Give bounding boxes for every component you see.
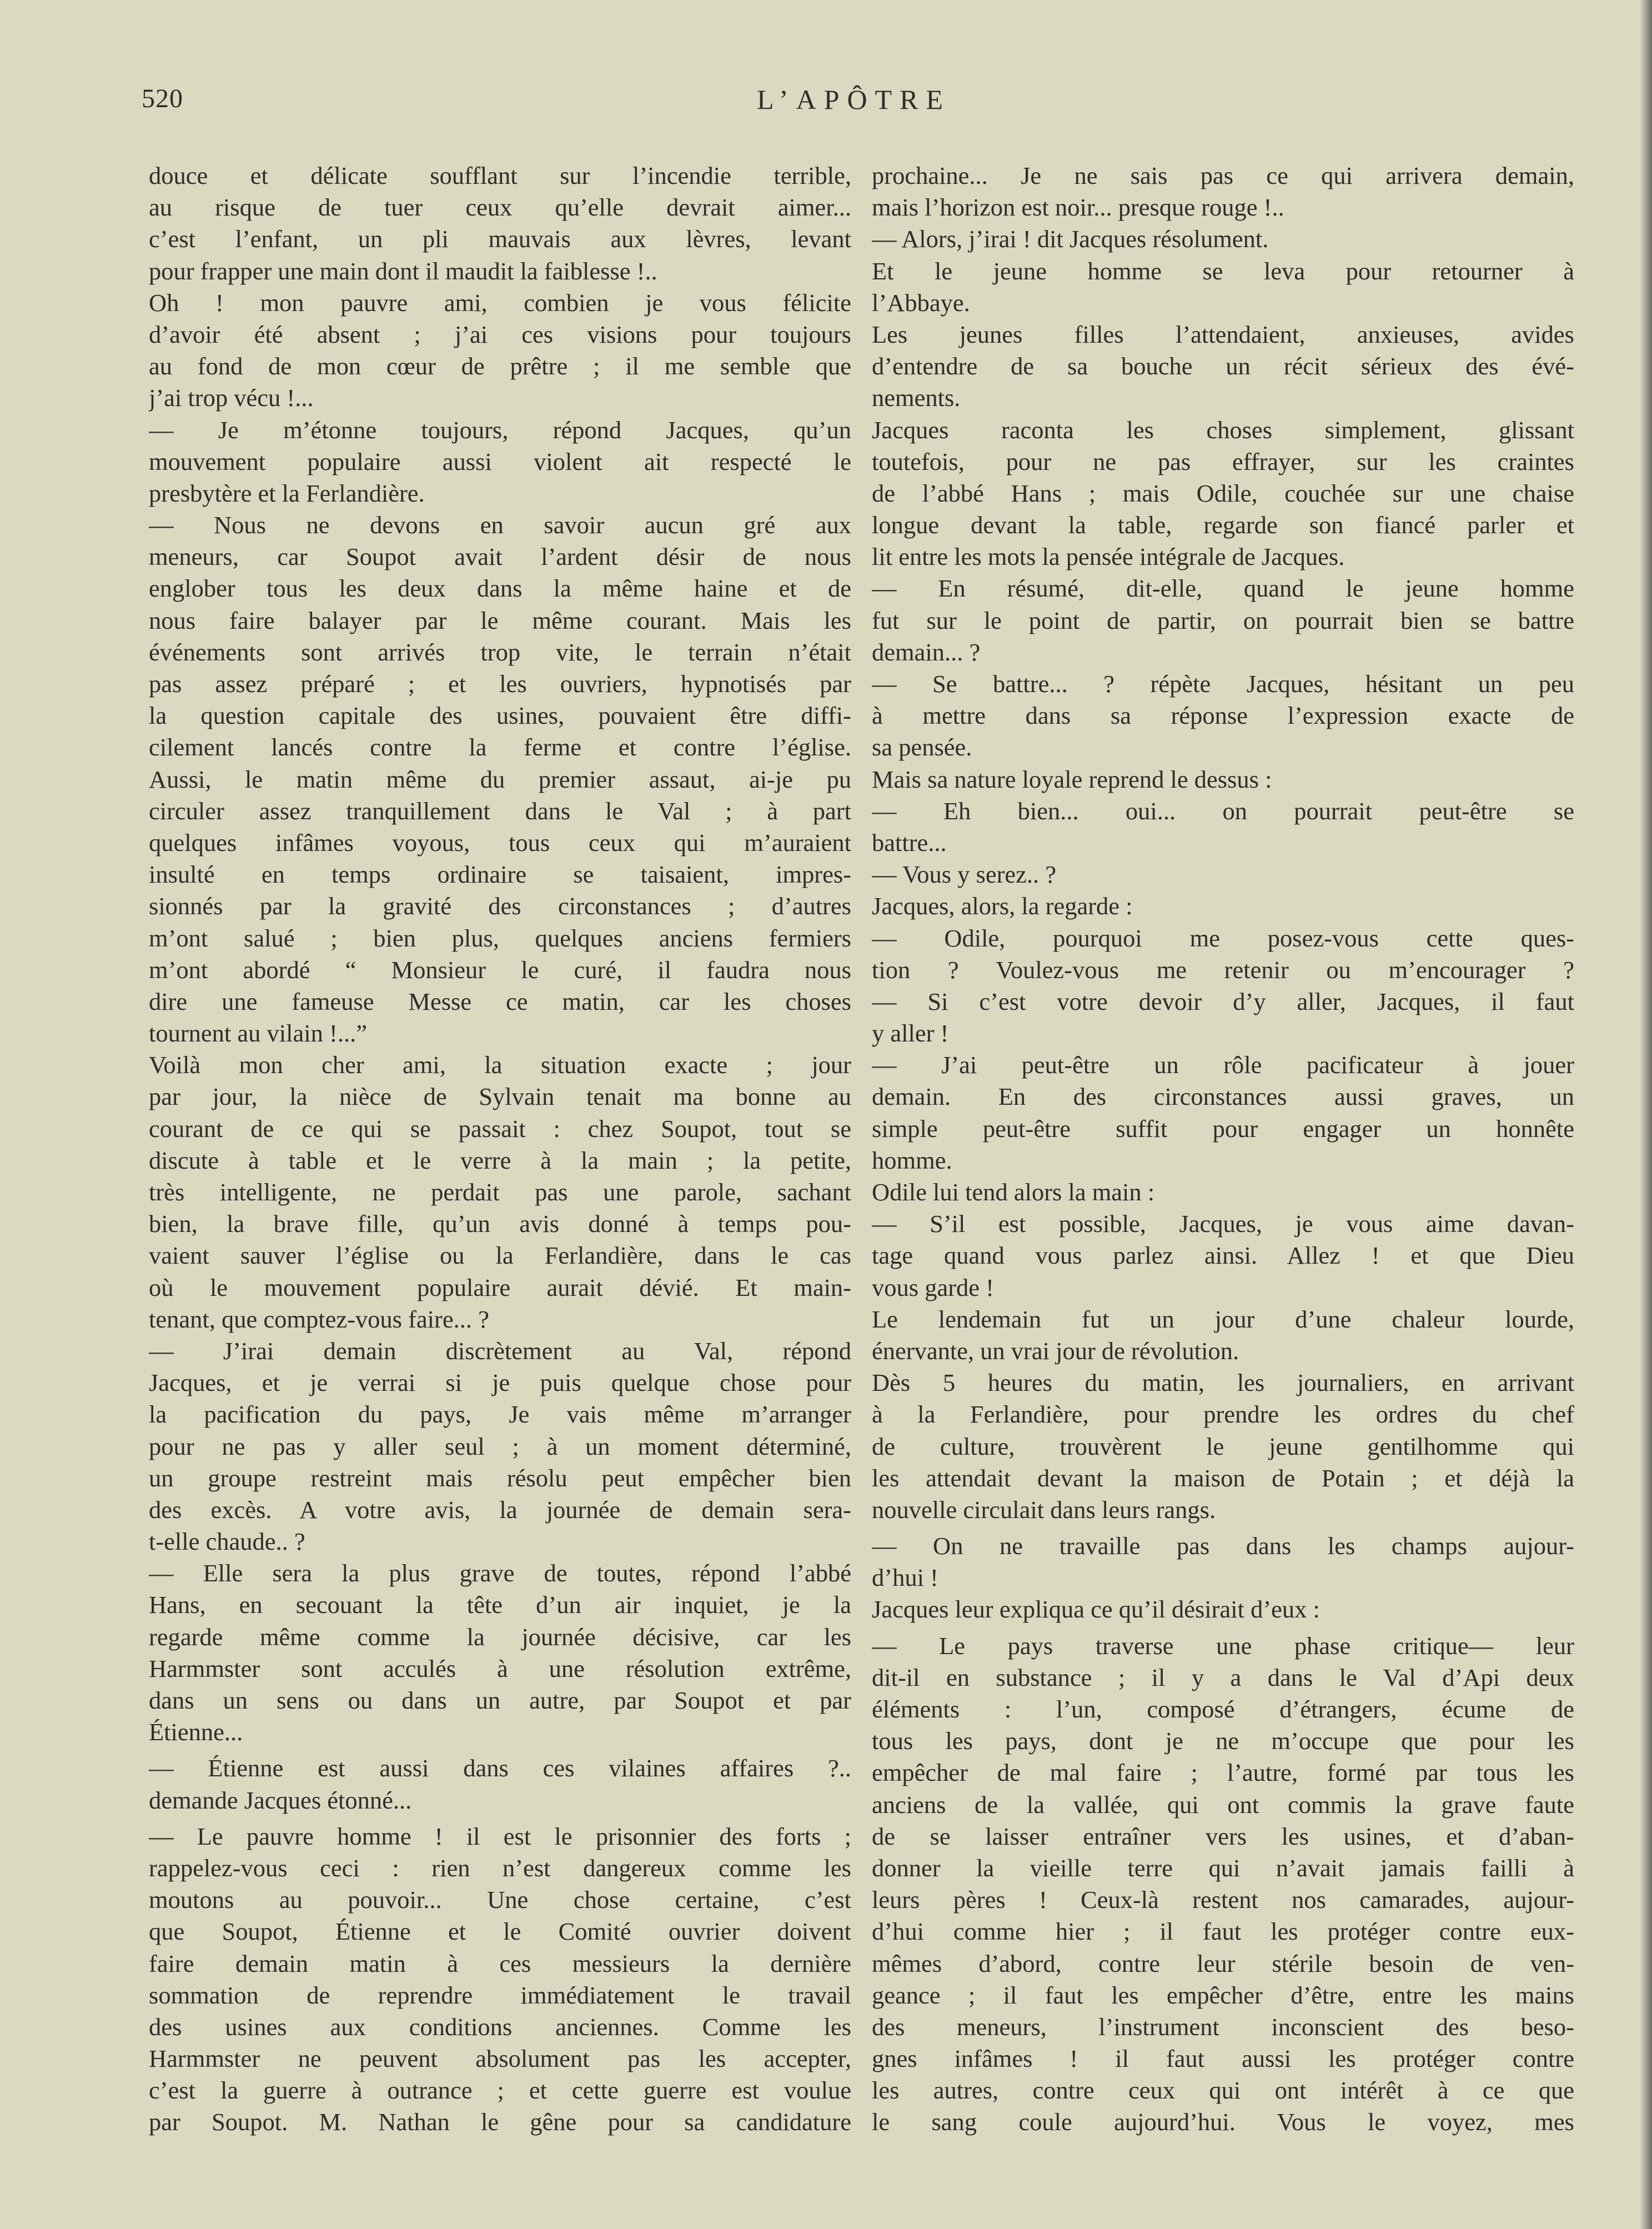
- text-line: Hans, en secouant la tête d’un air inquiet, je la: [149, 1591, 851, 1619]
- text-line: — En résumé, dit-elle, quand le jeune homme: [872, 574, 1574, 603]
- text-line: Le lendemain fut un jour d’une chaleur lourde,: [872, 1305, 1574, 1333]
- text-line: j’ai trop vécu !...: [149, 384, 314, 412]
- text-line: simple peut-être suffit pour engager un honnête: [872, 1114, 1574, 1143]
- text-line: tage quand vous parlez ainsi. Allez ! et que Dieu: [872, 1241, 1574, 1270]
- text-line: fut sur le point de partir, on pourrait bien se battre: [872, 606, 1574, 634]
- text-line: sionnés par la gravité des circonstances ; d’autres: [149, 892, 851, 920]
- text-line: tenant, que comptez-vous faire... ?: [149, 1305, 489, 1333]
- text-line: donner la vieille terre qui n’avait jamais failli à: [872, 1854, 1574, 1882]
- text-line: — Eh bien... oui... on pourrait peut-être se: [872, 797, 1574, 825]
- text-line: presbytère et la Ferlandière.: [149, 479, 425, 507]
- text-line: empêcher de mal faire ; l’autre, formé par tous les: [872, 1759, 1574, 1787]
- text-line: d’avoir été absent ; j’ai ces visions pour toujours: [149, 320, 851, 348]
- text-line: à mettre dans sa réponse l’expression exacte de: [872, 702, 1574, 730]
- text-line: rappelez-vous ceci : rien n’est dangereux comme les: [149, 1854, 851, 1882]
- text-line: Étienne...: [149, 1718, 243, 1746]
- text-line: — Si c’est votre devoir d’y aller, Jacques, il faut: [872, 987, 1574, 1015]
- text-line: — Odile, pourquoi me posez-vous cette ques-: [872, 924, 1574, 952]
- text-line: de l’abbé Hans ; mais Odile, couchée sur une chaise: [872, 479, 1574, 507]
- text-line: demain. En des circonstances aussi graves, un: [872, 1083, 1574, 1111]
- text-line: m’ont salué ; bien plus, quelques anciens fermiers: [149, 924, 851, 952]
- text-line: Odile lui tend alors la main :: [872, 1178, 1155, 1206]
- text-line: les autres, contre ceux qui ont intérêt à ce que: [872, 2076, 1574, 2105]
- text-line: sommation de reprendre immédiatement le travail: [149, 1981, 851, 2009]
- page-edge-shadow: [1640, 0, 1652, 2229]
- text-line: au risque de tuer ceux qu’elle devrait aimer...: [149, 193, 851, 222]
- text-line: Jacques, et je verrai si je puis quelque chose pour: [149, 1369, 851, 1397]
- text-line: — Se battre... ? répète Jacques, hésitant un peu: [872, 670, 1574, 698]
- text-line: — Alors, j’irai ! dit Jacques résolument.: [872, 225, 1269, 253]
- text-line: d’hui comme hier ; il faut les protéger contre eux-: [872, 1917, 1574, 1946]
- text-line: bien, la brave fille, qu’un avis donné à temps pou-: [149, 1210, 851, 1238]
- text-line: Jacques, alors, la regarde :: [872, 892, 1133, 920]
- text-line: mais l’horizon est noir... presque rouge !..: [872, 193, 1284, 222]
- text-line: — Elle sera la plus grave de toutes, répond l’abbé: [149, 1559, 851, 1587]
- text-line: tion ? Voulez-vous me retenir ou m’encourager ?: [872, 955, 1574, 984]
- text-line: Harmmster ne peuvent absolument pas les accepter,: [149, 2045, 851, 2073]
- text-line: cilement lancés contre la ferme et contre l’église.: [149, 733, 851, 762]
- text-line: battre...: [872, 828, 947, 856]
- text-line: des usines aux conditions anciennes. Comme les: [149, 2012, 851, 2041]
- text-line: — Le pauvre homme ! il est le prisonnier des forts ;: [149, 1822, 851, 1850]
- page-header: [142, 83, 1566, 128]
- text-line: c’est la guerre à outrance ; et cette guerre est voulue: [149, 2076, 851, 2105]
- text-line: meneurs, car Soupot avait l’ardent désir de nous: [149, 543, 851, 571]
- text-line: de culture, trouvèrent le jeune gentilhomme qui: [872, 1432, 1574, 1460]
- text-line: événements sont arrivés trop vite, le terrain n’était: [149, 638, 851, 666]
- text-line: vaient sauver l’église ou la Ferlandière, dans le cas: [149, 1241, 851, 1270]
- text-line: Jacques raconta les choses simplement, glissant: [872, 415, 1574, 444]
- text-line: nements.: [872, 384, 961, 412]
- text-line: des meneurs, l’instrument inconscient des beso-: [872, 2012, 1574, 2041]
- text-line: sa pensée.: [872, 733, 972, 762]
- text-line: des excès. A votre avis, la journée de demain sera-: [149, 1495, 851, 1524]
- text-line: — Je m’étonne toujours, répond Jacques, qu’un: [149, 415, 851, 444]
- text-line: d’entendre de sa bouche un récit sérieux des évé-: [872, 352, 1574, 380]
- text-line: tournent au vilain !...”: [149, 1019, 367, 1048]
- text-line: — J’irai demain discrètement au Val, répond: [149, 1336, 851, 1365]
- text-line: où le mouvement populaire aurait dévié. Et main-: [149, 1273, 851, 1301]
- text-line: Jacques leur expliqua ce qu’il désirait d’eux :: [872, 1595, 1320, 1624]
- text-line: dit-il en substance ; il y a dans le Val d’Api deux: [872, 1663, 1574, 1691]
- text-line: mouvement populaire aussi violent ait respecté le: [149, 447, 851, 475]
- text-line: Mais sa nature loyale reprend le dessus :: [872, 765, 1272, 793]
- text-line: vous garde !: [872, 1273, 994, 1301]
- text-line: homme.: [872, 1146, 952, 1174]
- text-line: tous les pays, dont je ne m’occupe que pour les: [872, 1727, 1574, 1755]
- text-line: lit entre les mots la pensée intégrale de Jacques.: [872, 543, 1345, 571]
- text-line: m’ont abordé “ Monsieur le curé, il faudra nous: [149, 955, 851, 984]
- text-line: geance ; il faut les empêcher d’être, entre les mains: [872, 1981, 1574, 2009]
- text-line: — J’ai peut-être un rôle pacificateur à jouer: [872, 1051, 1574, 1079]
- text-line: c’est l’enfant, un pli mauvais aux lèvres, levant: [149, 225, 851, 253]
- text-line: éléments : l’un, composé d’étrangers, écume de: [872, 1695, 1574, 1723]
- page-number: 520: [142, 84, 183, 113]
- text-line: insulté en temps ordinaire se taisaient, impres-: [149, 860, 851, 889]
- text-line: quelques infâmes voyous, tous ceux qui m’auraient: [149, 828, 851, 856]
- text-line: Dès 5 heures du matin, les journaliers, en arrivant: [872, 1369, 1574, 1397]
- text-line: au fond de mon cœur de prêtre ; il me semble que: [149, 352, 851, 380]
- text-line: pour frapper une main dont il maudit la faiblesse !..: [149, 257, 657, 285]
- text-line: par jour, la nièce de Sylvain tenait ma bonne au: [149, 1083, 851, 1111]
- text-line: moutons au pouvoir... Une chose certaine, c’est: [149, 1886, 851, 1914]
- text-line: Voilà mon cher ami, la situation exacte ; jour: [149, 1051, 851, 1079]
- text-line: douce et délicate soufflant sur l’incendie terrible,: [149, 162, 851, 189]
- text-line: la question capitale des usines, pouvaient être diffi-: [149, 702, 851, 730]
- text-line: Et le jeune homme se leva pour retourner à: [872, 257, 1574, 285]
- text-column-left: [149, 160, 851, 2138]
- text-line: Oh ! mon pauvre ami, combien je vous félicite: [149, 288, 851, 317]
- text-line: d’hui !: [872, 1564, 938, 1592]
- text-line: courant de ce qui se passait : chez Soupot, tout se: [149, 1114, 851, 1143]
- text-line: toutefois, pour ne pas effrayer, sur les craintes: [872, 447, 1574, 475]
- text-line: par Soupot. M. Nathan le gêne pour sa candidature: [149, 2108, 851, 2136]
- text-line: — Vous y serez.. ?: [872, 860, 1057, 889]
- text-line: dire une fameuse Messe ce matin, car les choses: [149, 987, 851, 1015]
- text-line: la pacification du pays, Je vais même m’arranger: [149, 1400, 851, 1429]
- text-line: les attendait devant la maison de Potain ; et déjà la: [872, 1464, 1574, 1492]
- text-line: longue devant la table, regarde son fiancé parler et: [872, 511, 1574, 539]
- text-line: anciens de la vallée, qui ont commis la grave faute: [872, 1790, 1574, 1819]
- text-line: à la Ferlandière, pour prendre les ordres du chef: [872, 1400, 1574, 1429]
- text-line: englober tous les deux dans la même haine et de: [149, 574, 851, 603]
- text-line: que Soupot, Étienne et le Comité ouvrier doivent: [149, 1917, 851, 1946]
- text-line: pas assez préparé ; et les ouvriers, hypnotisés par: [149, 670, 851, 698]
- text-line: mêmes d’abord, contre leur stérile besoin de ven-: [872, 1949, 1574, 1977]
- text-column-right: [872, 160, 1574, 2138]
- text-line: demande Jacques étonné...: [149, 1786, 412, 1814]
- text-line: regarde même comme la journée décisive, car les: [149, 1622, 851, 1651]
- text-line: faire demain matin à ces messieurs la dernière: [149, 1949, 851, 1977]
- text-line: Harmmster sont acculés à une résolution extrême,: [149, 1654, 851, 1682]
- text-line: — Nous ne devons en savoir aucun gré aux: [149, 511, 851, 539]
- text-line: — Étienne est aussi dans ces vilaines affaires ?..: [149, 1754, 851, 1782]
- text-line: circuler assez tranquillement dans le Val ; à part: [149, 797, 851, 825]
- text-line: nouvelle circulait dans leurs rangs.: [872, 1495, 1216, 1524]
- text-line: — On ne travaille pas dans les champs aujour-: [872, 1532, 1574, 1560]
- text-line: — Le pays traverse une phase critique— leur: [872, 1631, 1574, 1660]
- text-line: prochaine... Je ne sais pas ce qui arrivera demain,: [872, 162, 1574, 189]
- text-line: demain... ?: [872, 638, 981, 666]
- text-line: l’Abbaye.: [872, 288, 970, 317]
- text-line: gnes infâmes ! il faut aussi les protéger contre: [872, 2045, 1574, 2073]
- text-line: de se laisser entraîner vers les usines, et d’aban-: [872, 1822, 1574, 1850]
- text-line: t-elle chaude.. ?: [149, 1527, 305, 1556]
- text-line: un groupe restreint mais résolu peut empêcher bien: [149, 1464, 851, 1492]
- running-title: L’APÔTRE: [756, 84, 951, 115]
- text-line: pour ne pas y aller seul ; à un moment déterminé,: [149, 1432, 851, 1460]
- text-line: y aller !: [872, 1019, 949, 1048]
- text-line: discute à table et le verre à la main ; la petite,: [149, 1146, 851, 1174]
- text-line: Aussi, le matin même du premier assaut, ai-je pu: [149, 765, 851, 793]
- text-line: leurs pères ! Ceux-là restent nos camarades, aujour-: [872, 1886, 1574, 1914]
- text-line: le sang coule aujourd’hui. Vous le voyez, mes: [872, 2108, 1574, 2136]
- text-line: dans un sens ou dans un autre, par Soupot et par: [149, 1686, 851, 1714]
- text-line: nous faire balayer par le même courant. Mais les: [149, 606, 851, 634]
- text-line: Les jeunes filles l’attendaient, anxieuses, avides: [872, 320, 1574, 348]
- text-line: très intelligente, ne perdait pas une parole, sachant: [149, 1178, 851, 1206]
- text-line: — S’il est possible, Jacques, je vous aime davan-: [872, 1210, 1574, 1238]
- text-line: énervante, un vrai jour de révolution.: [872, 1336, 1239, 1365]
